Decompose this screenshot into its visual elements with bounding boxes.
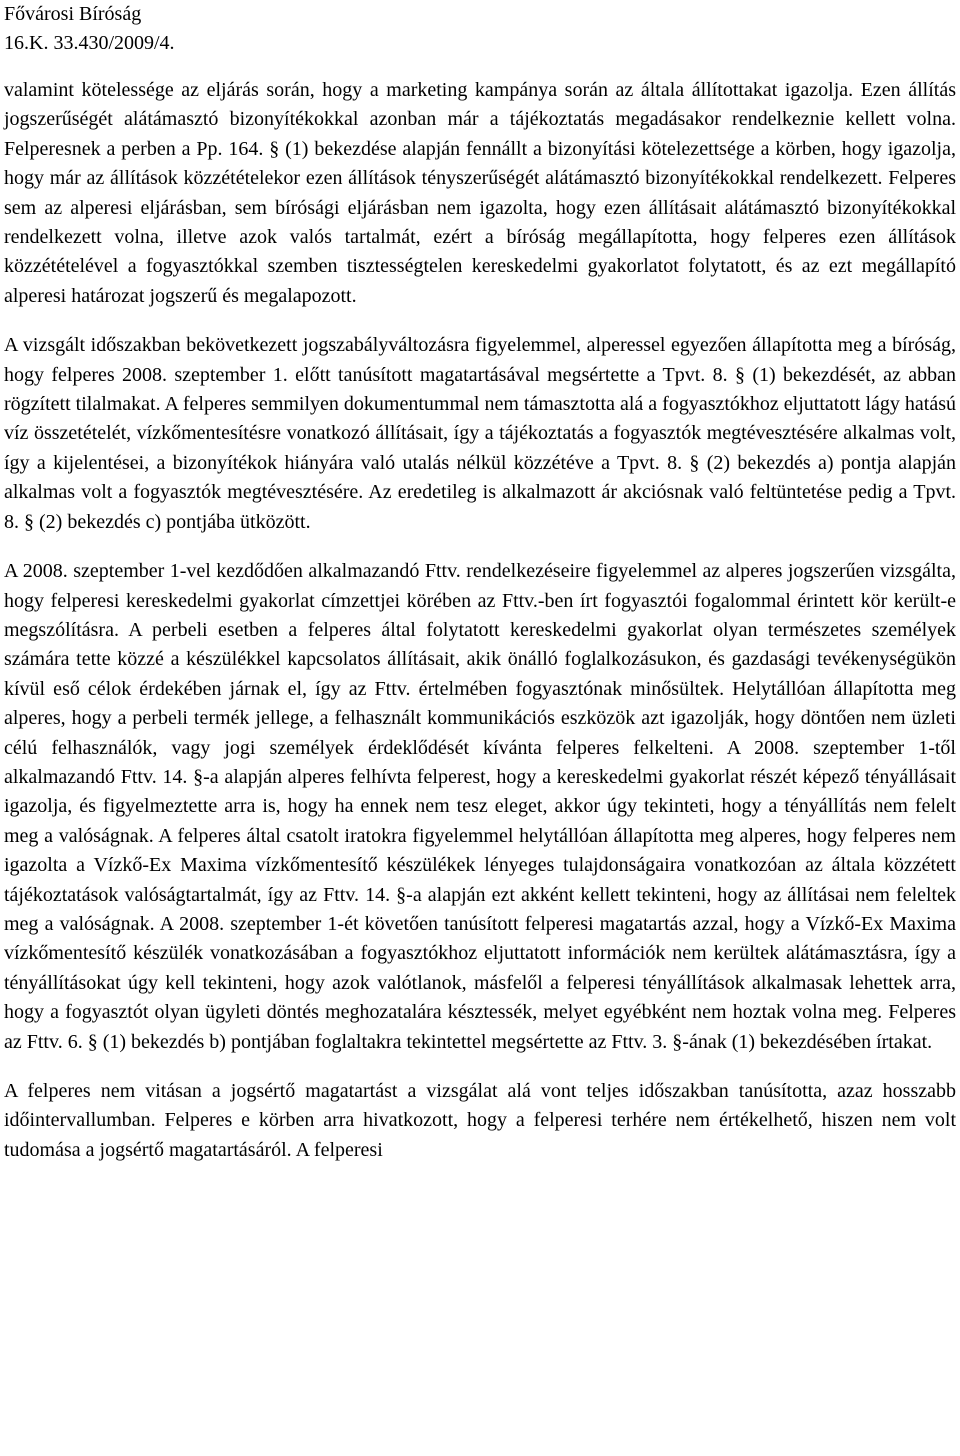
- paragraph: valamint kötelessége az eljárás során, hogy a marketing kampánya során az általa állítottakat igazolja. Ezen állítás jogszerűségét alátámasztó bizonyítékokkal azonban már a tájékoztatás megadásakor rendelkeznie kellett volna. Felperesnek a perben a Pp. 164. § (1) bekezdése alapján fennállt a bizonyítási kötelezettsége a körben, hogy igazolja, hogy már az állítások közzétételekor ezen állítások tényszerűségét alátámasztó bizonyítékokkal rendelkezett. Felperes sem az alperesi eljárásban, sem bírósági eljárásban nem igazolta, hogy ezen állításait alátámasztó bizonyítékokkal rendelkezett volna, illetve azok valós tartalmát, ezért a bíróság megállapította, hogy felperes ezen állítások közzétételével a fogyasztókkal szemben tisztességtelen kereskedelmi gyakorlatot folytatott, és az ezt megállapító alperesi határozat jogszerű és megalapozott.: [4, 79, 956, 307]
- document-body: [4, 76, 956, 1165]
- paragraph: A 2008. szeptember 1-vel kezdődően alkalmazandó Fttv. rendelkezéseire figyelemmel az alperes jogszerűen vizsgálta, hogy felperesi kereskedelmi gyakorlat címzettjei körében az Fttv.-ben írt fogyasztói fogalommal érintett kör került-e megszólításra. A perbeli esetben a felperes által folytatott kereskedelmi gyakorlat olyan természetes személyek számára tette közzé a készülékkel kapcsolatos állításait, akik önálló foglalkozásukon, és gazdasági tevékenységükön kívül eső célok érdekében járnak el, így az Fttv. értelmében fogyasztónak minősültek. Helytállóan állapította meg alperes, hogy a perbeli termék jellege, a felhasznált kommunikációs eszközök azt igazolják, hogy döntően nem üzleti célú felhasználók, vagy jogi személyek érdeklődését kívánta felperes felkelteni. A 2008. szeptember 1-től alkalmazandó Fttv. 14. §-a alapján alperes felhívta felperest, hogy a kereskedelmi gyakorlat részét képező tényállásait igazolja, és figyelmeztette arra is, hogy ha ennek nem tesz eleget, akkor úgy tekinteti, hogy a tényállítás nem felelt meg a valóságnak. A felperes által csatolt iratokra figyelemmel helytállóan állapította meg alperes, hogy felperes nem igazolta a Vízkő-Ex Maxima vízkőmentesítő készülékek lényeges tulajdonságaira vonatkozóan az általa közzétett tájékoztatások valóságtartalmát, így az Fttv. 14. §-a alapján ezt akként kellett tekinteni, hogy az állításai nem feleltek meg a valóságnak. A 2008. szeptember 1-ét követően tanúsított felperesi magatartás azzal, hogy a Vízkő-Ex Maxima vízkőmentesítő készülék vonatkozásában a fogyasztókhoz eljuttatott információk nem kerültek alátámasztásra, így a tényállításokat úgy kell tekinteni, hogy azok valótlanok, másfelől a felperesi tényállítások alkalmasak lehettek arra, hogy a fogyasztót olyan ügyleti döntés meghozatalára késztessék, melyet egyébként nem hoztak volna meg. Felperes az Fttv. 6. § (1) bekezdés b) pontjában foglaltakra tekintettel megsértette az Fttv. 3. §-ának (1) bekezdésében írtakat.: [4, 560, 956, 1053]
- paragraph: A felperes nem vitásan a jogsértő magatartást a vizsgálat alá vont teljes időszakban tanúsította, azaz hosszabb időintervallumban. Felperes e körben arra hivatkozott, hogy a felperesi terhére nem értékelhető, hiszen nem volt tudomása a jogsértő magatartásáról. A felperesi: [4, 1080, 956, 1161]
- case-number: 16.K. 33.430/2009/4.: [4, 32, 175, 54]
- court-name: Fővárosi Bíróság: [4, 3, 142, 25]
- document-header: [4, 0, 175, 58]
- paragraph: A vizsgált időszakban bekövetkezett jogszabályváltozásra figyelemmel, alperessel egyezően állapította meg a bíróság, hogy felperes 2008. szeptember 1. előtt tanúsított magatartásával megsértette a Tpvt. 8. § (1) bekezdését, az abban rögzített tilalmakat. A felperes semmilyen dokumentummal nem támasztotta alá a fogyasztókhoz eljuttatott lágy hatású víz összetételét, vízkőmentesítésre vonatkozó állításait, így a tájékoztatás a fogyasztók megtévesztésére alkalmas volt, így a kijelentései, a bizonyítékok hiányára való utalás nélkül közzétéve a Tpvt. 8. § (2) bekezdés a) pontja alapján alkalmas volt a fogyasztók megtévesztésére. Az eredetileg is alkalmazott ár akciósnak való feltüntetése pedig a Tpvt. 8. § (2) bekezdés c) pontjába ütközött.: [4, 334, 956, 533]
